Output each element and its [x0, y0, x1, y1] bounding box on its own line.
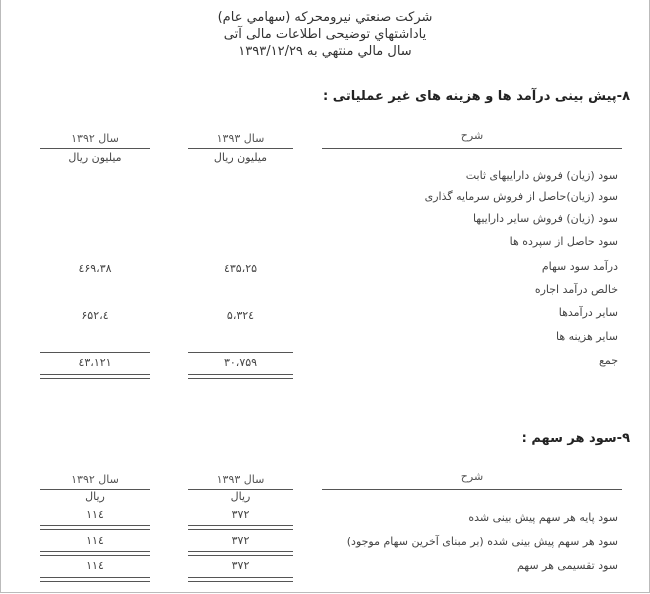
table-row-label: خالص درآمد اجاره [534, 283, 618, 296]
table-cell-1393: ۲۵،٤۳۵ [223, 262, 258, 275]
section8-unit-1393: میلیون ریال [213, 151, 268, 164]
section8-subtotal-rule [188, 352, 293, 353]
company-name: شرکت صنعتي نيرومحرکه (سهامي عام) [217, 10, 433, 25]
table-row-label: سایر هزینه ها [556, 330, 618, 343]
table-row-label: سود (زیان)حاصل از فروش سرمایه گذاری [424, 190, 618, 203]
section8-unit-1392: میلیون ریال [68, 151, 122, 164]
table-row-label: سود (زیان) فروش سایر داراییها [472, 212, 618, 225]
section9-unit-1392: ریال [85, 490, 105, 503]
section8-col-1392: سال ۱۳۹۲ [71, 132, 119, 145]
table-row-label: سود پایه هر سهم پیش بینی شده [468, 511, 618, 524]
section8-header-rule [322, 148, 622, 149]
notes-title: ياداشتهاي توضيحی اطلاعات مالی آتی [223, 27, 427, 42]
section9-unit-1393: ریال [230, 490, 251, 503]
section8-subtotal-rule [40, 352, 150, 353]
total-1392: ٤۳،۱۲۱ [78, 356, 112, 369]
total-label: جمع [598, 354, 618, 367]
period-text: سال مالي منتهي به ۱۳۹۳/۱۲/۲۹ [238, 44, 412, 59]
table-cell-1393: ۵،۳۲٤ [226, 309, 255, 322]
section9-double-rule [40, 577, 150, 582]
table-cell-1392: ۱۱٤ [86, 534, 104, 547]
total-1393: ۳۰،۷۵۹ [223, 356, 258, 369]
table-cell-1393: ۳۷۲ [231, 534, 250, 547]
section9-col-1393: سال ۱۳۹۳ [216, 473, 265, 486]
table-row-label: درآمد سود سهام [541, 260, 618, 273]
section9-double-rule [40, 551, 150, 556]
section9-double-rule [188, 551, 293, 556]
section8-total-double-rule [188, 374, 293, 379]
table-row-label: سود تقسیمی هر سهم [516, 559, 618, 572]
table-cell-1393: ۳۷۲ [231, 508, 250, 521]
section9-double-rule [40, 525, 150, 530]
section8-col-desc: شرح [460, 129, 484, 142]
table-row-label: سود (زیان) فروش داراییهای ثابت [465, 169, 618, 182]
section9-double-rule [188, 577, 293, 582]
section9-col-1392: سال ۱۳۹۲ [71, 473, 119, 486]
table-cell-1393: ۳۷۲ [231, 559, 250, 572]
table-cell-1392: ۱۱٤ [86, 559, 104, 572]
table-row-label: سایر درآمدها [558, 306, 618, 319]
section9-double-rule [188, 525, 293, 530]
section9-header-rule [322, 489, 622, 490]
section8-title: ۸-پیش بینی درآمد ها و هزینه های غیر عملیاتی : [322, 89, 630, 104]
table-cell-1392: ۱۱٤ [86, 508, 104, 521]
section8-col-1393: سال ۱۳۹۳ [216, 132, 265, 145]
table-cell-1392: ٤،۶۵۲ [81, 309, 109, 322]
table-cell-1392: ۳۸،٤۶۹ [78, 262, 112, 275]
section8-header-rule [188, 148, 293, 149]
section8-total-double-rule [40, 374, 150, 379]
section9-col-desc: شرح [460, 470, 484, 483]
section9-title: ۹-سود هر سهم : [521, 431, 630, 446]
table-row-label: سود حاصل از سپرده ها [509, 235, 618, 248]
section8-header-rule [40, 148, 150, 149]
table-row-label: سود هر سهم پیش بینی شده (بر مبنای آخرین سهام موجود) [346, 535, 618, 548]
